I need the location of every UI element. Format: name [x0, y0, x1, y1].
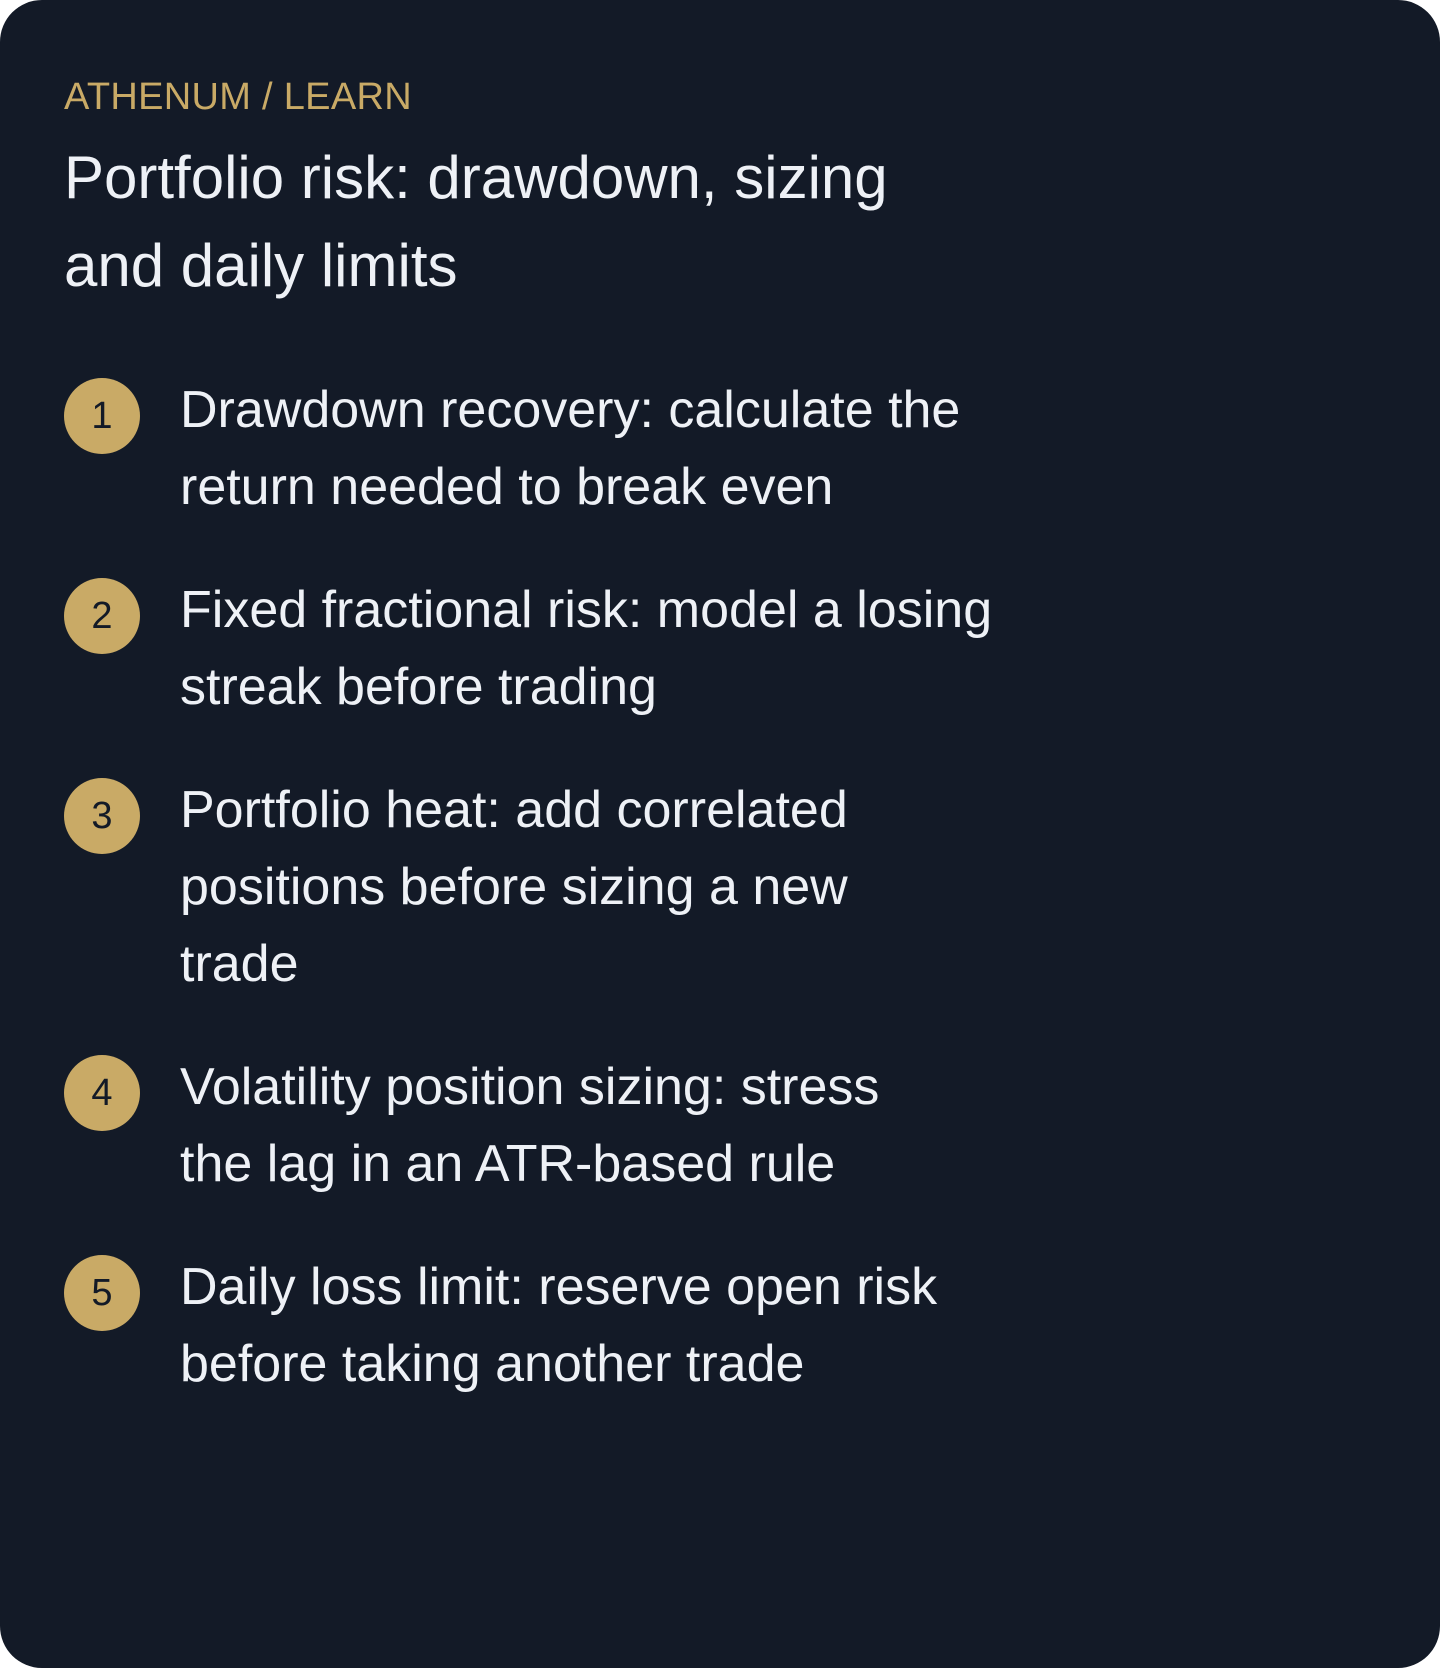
step-number-badge: 5 — [64, 1255, 140, 1331]
step-label: Portfolio heat: add correlated positions before sizing a new trade — [180, 781, 848, 993]
page-title: Portfolio risk: drawdown, sizing and daily limits — [64, 144, 888, 299]
list-item[interactable] — [64, 572, 1376, 726]
step-label: Drawdown recovery: calculate the return needed to break even — [180, 381, 961, 516]
list-item[interactable] — [64, 772, 1376, 1003]
step-label: Daily loss limit: reserve open risk before taking another trade — [180, 1258, 938, 1393]
step-label: Volatility position sizing: stress the lag in an ATR-based rule — [180, 1058, 880, 1193]
list-item[interactable] — [64, 372, 1376, 526]
step-number-badge: 1 — [64, 378, 140, 454]
step-label: Fixed fractional risk: model a losing streak before trading — [180, 581, 993, 716]
list-item[interactable] — [64, 1249, 1376, 1403]
step-number-badge: 4 — [64, 1055, 140, 1131]
breadcrumb: ATHENUM / LEARN — [64, 76, 412, 118]
step-number-badge: 2 — [64, 578, 140, 654]
step-number-badge: 3 — [64, 778, 140, 854]
list-item[interactable] — [64, 1049, 1376, 1203]
steps-list — [64, 372, 1376, 1403]
